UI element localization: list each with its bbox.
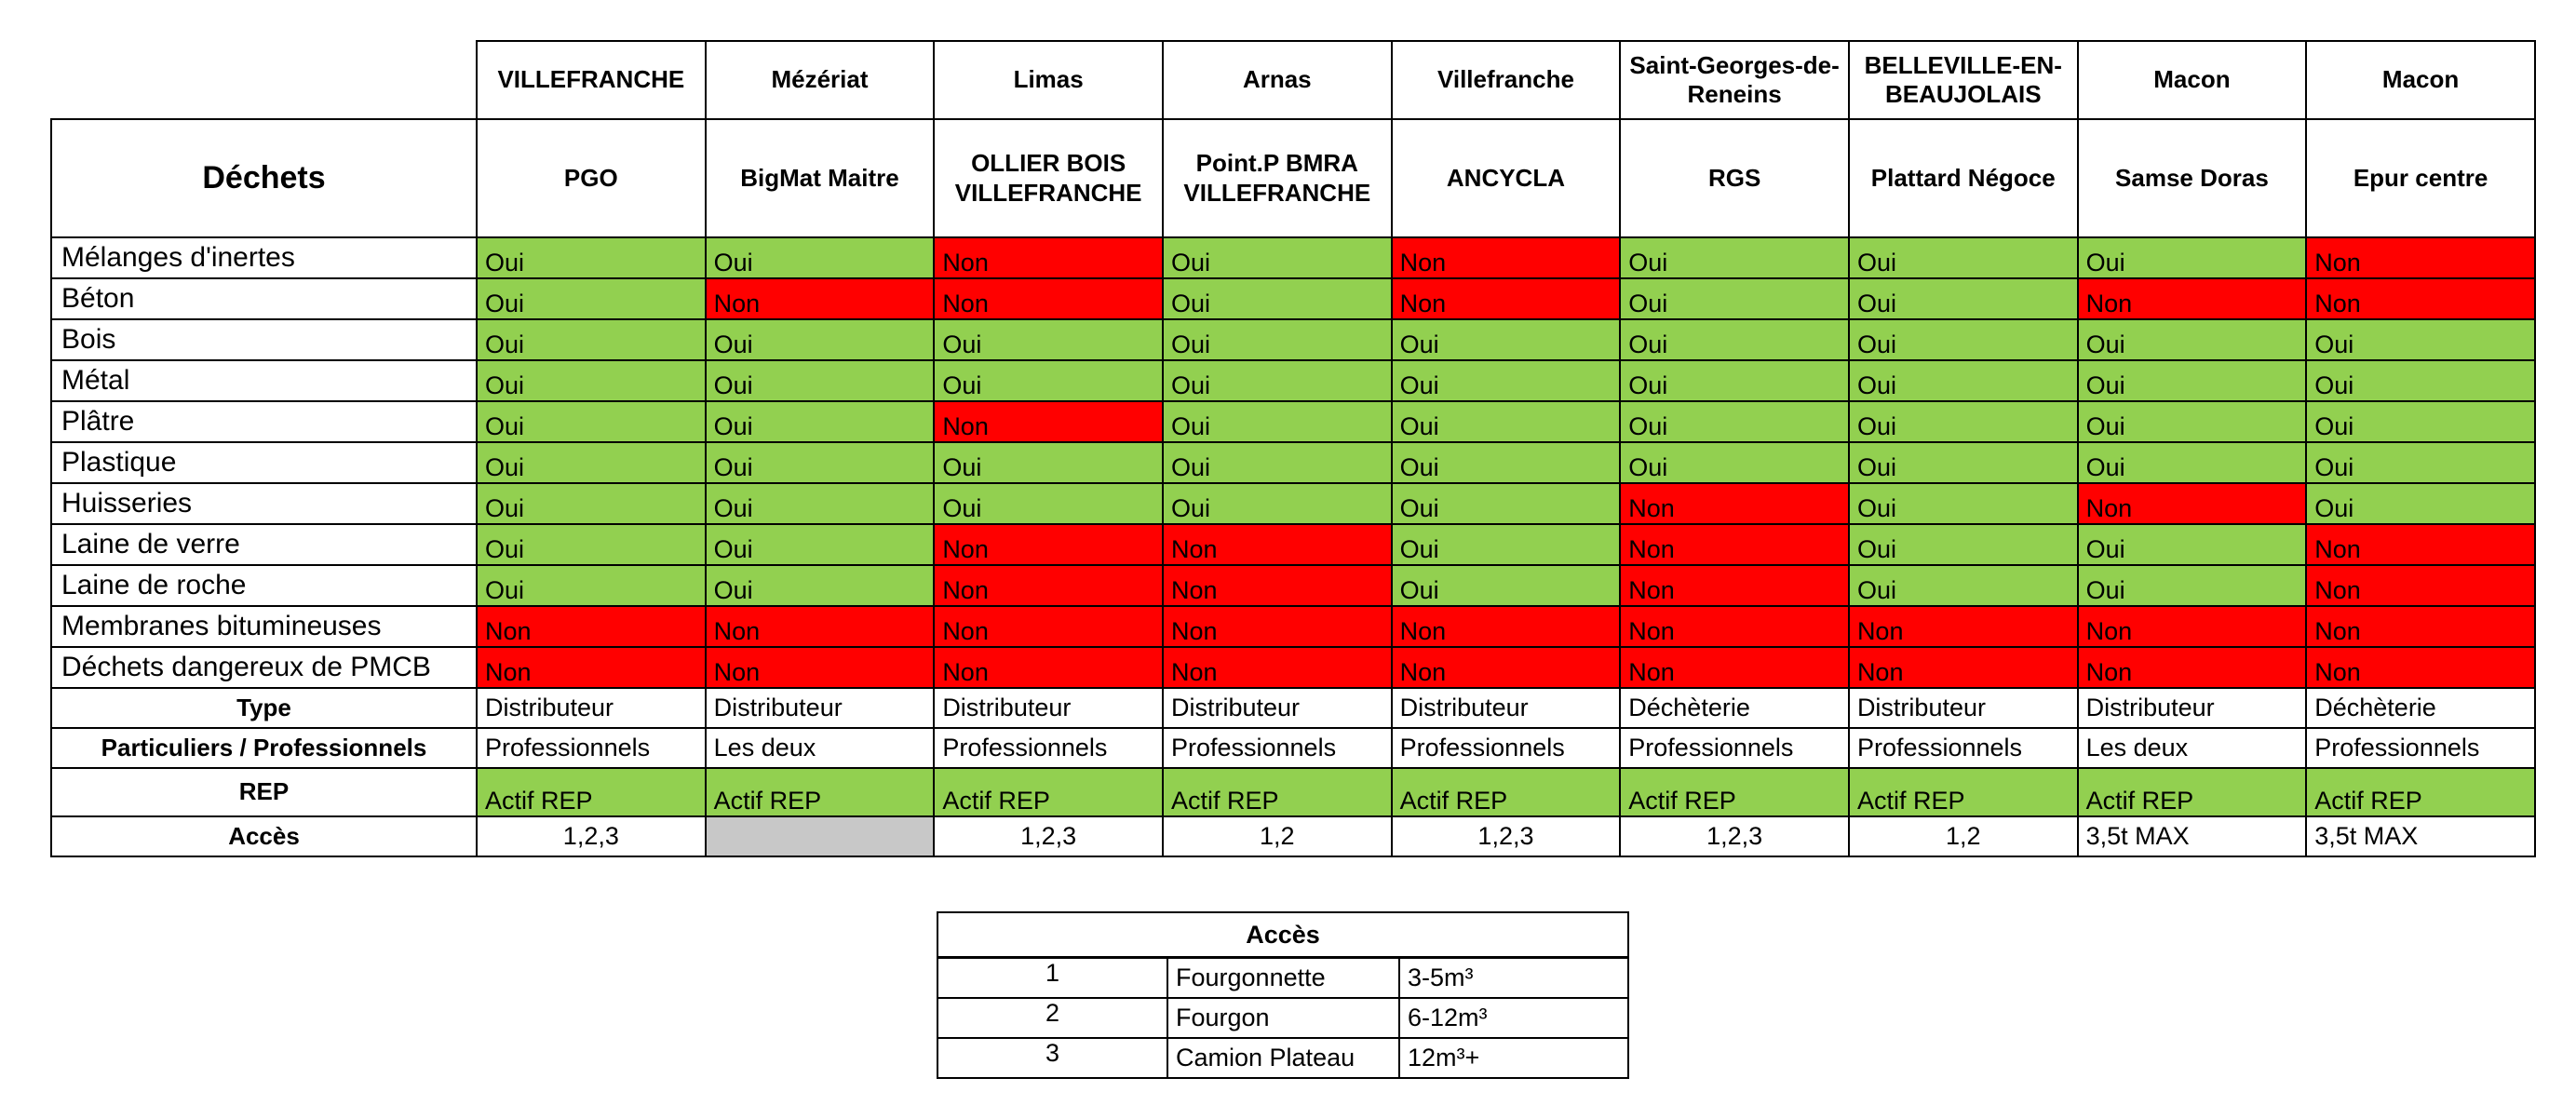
acceptance-cell: Non (1620, 647, 1849, 688)
city-header: VILLEFRANCHE (477, 41, 706, 119)
waste-label: Plastique (51, 442, 477, 483)
acceptance-cell: Oui (1392, 524, 1621, 565)
city-header-row (51, 41, 2535, 119)
acceptance-cell: Oui (2306, 319, 2535, 360)
waste-row (51, 606, 2535, 647)
particuliers-row-cell: Professionnels (2306, 728, 2535, 768)
acceptance-cell: Non (2306, 237, 2535, 278)
acceptance-cell: Non (1620, 565, 1849, 606)
city-header: Arnas (1163, 41, 1392, 119)
acceptance-cell: Oui (2078, 442, 2307, 483)
acceptance-cell: Oui (706, 237, 935, 278)
acceptance-cell: Non (934, 237, 1163, 278)
acceptance-cell: Non (1163, 606, 1392, 647)
acceptance-cell: Non (477, 606, 706, 647)
acceptance-cell: Oui (2306, 360, 2535, 401)
acceptance-cell: Oui (477, 524, 706, 565)
site-header: Plattard Négoce (1849, 119, 2078, 237)
type-row-cell: Distributeur (706, 688, 935, 728)
acceptance-cell: Oui (1392, 442, 1621, 483)
acceptance-cell: Non (1620, 524, 1849, 565)
acceptance-cell: Non (1392, 606, 1621, 647)
waste-row (51, 278, 2535, 319)
acceptance-cell: Oui (706, 442, 935, 483)
acceptance-cell: Oui (1392, 360, 1621, 401)
acceptance-cell: Oui (2078, 524, 2307, 565)
acceptance-cell: Oui (934, 319, 1163, 360)
waste-row (51, 319, 2535, 360)
acceptance-cell: Non (934, 278, 1163, 319)
acces-row-cell (706, 816, 935, 856)
acceptance-cell: Non (1163, 565, 1392, 606)
particuliers-row-cell: Professionnels (1849, 728, 2078, 768)
acceptance-cell: Oui (477, 319, 706, 360)
legend-number: 2 (937, 998, 1167, 1038)
legend-vehicle: Fourgonnette (1167, 958, 1399, 999)
rep-row-cell: Actif REP (477, 768, 706, 816)
type-row-label: Type (51, 688, 477, 728)
acceptance-cell: Non (2306, 606, 2535, 647)
acces-row-cell: 3,5t MAX (2306, 816, 2535, 856)
type-row (51, 688, 2535, 728)
acceptance-cell: Oui (477, 278, 706, 319)
acceptance-cell: Oui (1163, 360, 1392, 401)
acceptance-cell: Non (1163, 524, 1392, 565)
acceptance-cell: Non (1849, 606, 2078, 647)
city-header: Villefranche (1392, 41, 1621, 119)
particuliers-row-cell: Les deux (706, 728, 935, 768)
acceptance-cell: Oui (2078, 565, 2307, 606)
acceptance-cell: Oui (706, 360, 935, 401)
acceptance-cell: Oui (706, 401, 935, 442)
rep-row-cell: Actif REP (934, 768, 1163, 816)
type-row-cell: Distributeur (1849, 688, 2078, 728)
waste-acceptance-table (50, 40, 2536, 857)
particuliers-row-cell: Professionnels (1620, 728, 1849, 768)
acceptance-cell: Oui (1163, 319, 1392, 360)
legend-number: 3 (937, 1038, 1167, 1078)
acceptance-cell: Non (2306, 565, 2535, 606)
acceptance-cell: Non (934, 524, 1163, 565)
rep-row-cell: Actif REP (1849, 768, 2078, 816)
acceptance-cell: Non (477, 647, 706, 688)
acceptance-cell: Oui (477, 565, 706, 606)
city-header: Saint-Georges-de-Reneins (1620, 41, 1849, 119)
waste-label: Métal (51, 360, 477, 401)
site-header: Epur centre (2306, 119, 2535, 237)
acceptance-cell: Oui (934, 483, 1163, 524)
acceptance-cell: Oui (1392, 483, 1621, 524)
acceptance-cell: Oui (706, 565, 935, 606)
acceptance-cell: Non (1849, 647, 2078, 688)
type-row-cell: Distributeur (934, 688, 1163, 728)
particuliers-row-cell: Professionnels (1392, 728, 1621, 768)
type-row-cell: Distributeur (1392, 688, 1621, 728)
particuliers-row-cell: Professionnels (934, 728, 1163, 768)
rep-row-cell: Actif REP (2078, 768, 2307, 816)
type-row-cell: Distributeur (477, 688, 706, 728)
particuliers-row-label: Particuliers / Professionnels (51, 728, 477, 768)
legend-vehicle: Fourgon (1167, 998, 1399, 1038)
acceptance-cell: Non (1163, 647, 1392, 688)
site-header-row (51, 119, 2535, 237)
acceptance-cell: Oui (477, 483, 706, 524)
acces-row-cell: 3,5t MAX (2078, 816, 2307, 856)
acceptance-cell: Non (934, 647, 1163, 688)
acceptance-cell: Non (2306, 278, 2535, 319)
acceptance-cell: Oui (1392, 565, 1621, 606)
acces-row (51, 816, 2535, 856)
acceptance-cell: Non (2078, 606, 2307, 647)
waste-label: Huisseries (51, 483, 477, 524)
acceptance-cell: Non (2078, 278, 2307, 319)
acceptance-cell: Oui (706, 483, 935, 524)
waste-label: Laine de verre (51, 524, 477, 565)
acceptance-cell: Oui (1849, 360, 2078, 401)
waste-label: Membranes bitumineuses (51, 606, 477, 647)
acces-row-label: Accès (51, 816, 477, 856)
type-row-cell: Distributeur (2078, 688, 2307, 728)
acces-row-cell: 1,2 (1163, 816, 1392, 856)
type-row-cell: Déchèterie (2306, 688, 2535, 728)
legend-header-row (937, 912, 1628, 958)
acces-row-cell: 1,2,3 (934, 816, 1163, 856)
legend-number: 1 (937, 958, 1167, 999)
acceptance-cell: Oui (2306, 401, 2535, 442)
acceptance-cell: Oui (2078, 237, 2307, 278)
particuliers-row (51, 728, 2535, 768)
acceptance-cell: Oui (2078, 360, 2307, 401)
city-header: BELLEVILLE-EN-BEAUJOLAIS (1849, 41, 2078, 119)
acceptance-cell: Non (1392, 237, 1621, 278)
site-header: RGS (1620, 119, 1849, 237)
acceptance-cell: Oui (477, 360, 706, 401)
acceptance-cell: Oui (1163, 278, 1392, 319)
acceptance-cell: Oui (477, 237, 706, 278)
legend-title: Accès (937, 912, 1628, 958)
acceptance-cell: Non (2306, 647, 2535, 688)
waste-row (51, 483, 2535, 524)
acceptance-cell: Oui (706, 524, 935, 565)
acceptance-cell: Non (934, 606, 1163, 647)
city-header: Limas (934, 41, 1163, 119)
acceptance-cell: Oui (934, 360, 1163, 401)
acceptance-cell: Oui (477, 442, 706, 483)
rep-row-cell: Actif REP (2306, 768, 2535, 816)
waste-label: Plâtre (51, 401, 477, 442)
acceptance-cell: Non (2078, 483, 2307, 524)
acceptance-cell: Oui (1620, 237, 1849, 278)
legend-row (937, 958, 1628, 999)
rep-row (51, 768, 2535, 816)
waste-label: Bois (51, 319, 477, 360)
acceptance-cell: Non (1620, 606, 1849, 647)
waste-row (51, 647, 2535, 688)
acceptance-cell: Non (1620, 483, 1849, 524)
acceptance-cell: Oui (1620, 401, 1849, 442)
acceptance-cell: Non (1392, 647, 1621, 688)
corner-blank-cell (51, 41, 477, 119)
waste-row (51, 401, 2535, 442)
acceptance-cell: Non (2306, 524, 2535, 565)
rep-row-cell: Actif REP (1163, 768, 1392, 816)
acceptance-cell: Oui (1163, 401, 1392, 442)
rep-row-cell: Actif REP (1392, 768, 1621, 816)
city-header: Macon (2306, 41, 2535, 119)
acceptance-cell: Oui (1849, 278, 2078, 319)
acceptance-cell: Oui (1849, 401, 2078, 442)
acceptance-cell: Oui (1620, 360, 1849, 401)
acceptance-cell: Non (706, 278, 935, 319)
acceptance-cell: Oui (2078, 319, 2307, 360)
waste-label: Laine de roche (51, 565, 477, 606)
type-row-cell: Déchèterie (1620, 688, 1849, 728)
city-header: Macon (2078, 41, 2307, 119)
waste-label: Déchets dangereux de PMCB (51, 647, 477, 688)
legend-volume: 6-12m³ (1399, 998, 1628, 1038)
acceptance-cell: Non (2078, 647, 2307, 688)
particuliers-row-cell: Professionnels (1163, 728, 1392, 768)
acceptance-cell: Oui (1620, 442, 1849, 483)
acceptance-cell: Oui (1849, 237, 2078, 278)
acceptance-cell: Non (934, 401, 1163, 442)
acceptance-cell: Non (706, 606, 935, 647)
acces-row-cell: 1,2,3 (1392, 816, 1621, 856)
acceptance-cell: Oui (2078, 401, 2307, 442)
waste-row (51, 360, 2535, 401)
acceptance-cell: Oui (1620, 278, 1849, 319)
acceptance-cell: Oui (477, 401, 706, 442)
acceptance-cell: Non (706, 647, 935, 688)
acceptance-cell: Oui (2306, 483, 2535, 524)
access-legend-table (937, 911, 1629, 1079)
rep-row-cell: Actif REP (706, 768, 935, 816)
city-header: Mézériat (706, 41, 935, 119)
acceptance-cell: Oui (1849, 319, 2078, 360)
acceptance-cell: Oui (1620, 319, 1849, 360)
legend-volume: 12m³+ (1399, 1038, 1628, 1078)
waste-row (51, 237, 2535, 278)
type-row-cell: Distributeur (1163, 688, 1392, 728)
acceptance-cell: Oui (1163, 237, 1392, 278)
site-header: OLLIER BOIS VILLEFRANCHE (934, 119, 1163, 237)
waste-label: Béton (51, 278, 477, 319)
site-header: ANCYCLA (1392, 119, 1621, 237)
legend-row (937, 1038, 1628, 1078)
acceptance-cell: Oui (1849, 442, 2078, 483)
site-header: Samse Doras (2078, 119, 2307, 237)
waste-row (51, 442, 2535, 483)
acces-row-cell: 1,2,3 (1620, 816, 1849, 856)
acceptance-cell: Oui (1163, 483, 1392, 524)
acceptance-cell: Oui (934, 442, 1163, 483)
acces-row-cell: 1,2,3 (477, 816, 706, 856)
acceptance-cell: Non (934, 565, 1163, 606)
site-header: BigMat Maitre (706, 119, 935, 237)
rep-row-cell: Actif REP (1620, 768, 1849, 816)
site-header: PGO (477, 119, 706, 237)
acceptance-cell: Oui (706, 319, 935, 360)
acceptance-cell: Oui (1392, 319, 1621, 360)
acceptance-cell: Oui (1392, 401, 1621, 442)
particuliers-row-cell: Les deux (2078, 728, 2307, 768)
legend-volume: 3-5m³ (1399, 958, 1628, 999)
legend-vehicle: Camion Plateau (1167, 1038, 1399, 1078)
acceptance-cell: Non (1392, 278, 1621, 319)
rep-row-label: REP (51, 768, 477, 816)
site-header: Point.P BMRA VILLEFRANCHE (1163, 119, 1392, 237)
particuliers-row-cell: Professionnels (477, 728, 706, 768)
waste-row (51, 565, 2535, 606)
acceptance-cell: Oui (1849, 483, 2078, 524)
acceptance-cell: Oui (1163, 442, 1392, 483)
legend-row (937, 998, 1628, 1038)
waste-row (51, 524, 2535, 565)
acceptance-cell: Oui (2306, 442, 2535, 483)
acces-row-cell: 1,2 (1849, 816, 2078, 856)
waste-label: Mélanges d'inertes (51, 237, 477, 278)
acceptance-cell: Oui (1849, 565, 2078, 606)
acceptance-cell: Oui (1849, 524, 2078, 565)
dechets-header: Déchets (51, 119, 477, 237)
